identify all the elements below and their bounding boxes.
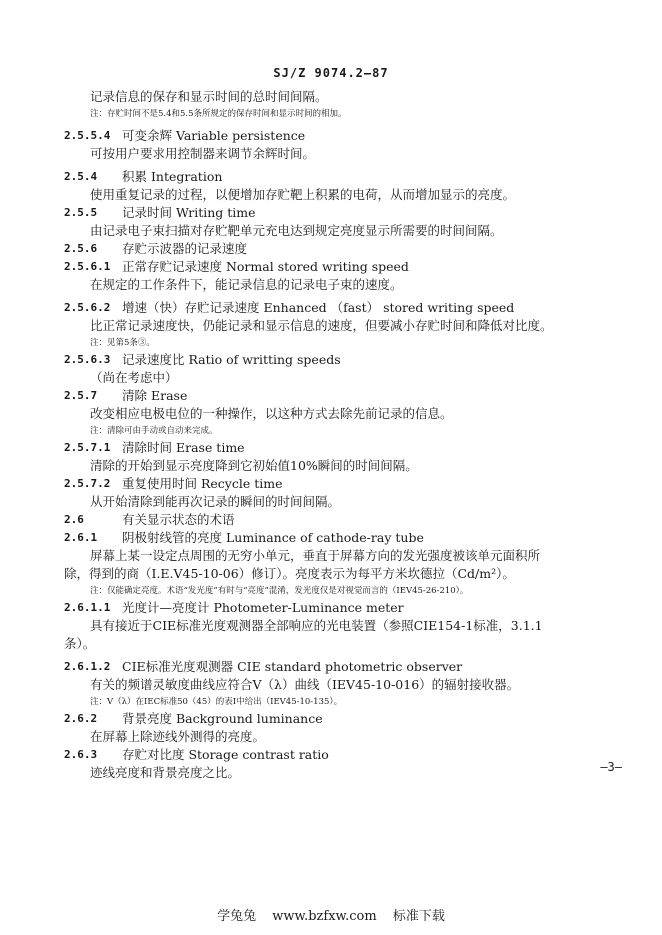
- section-heading: [64, 204, 624, 222]
- section-heading: [64, 439, 624, 457]
- section-title: 光度计—亮度计 Photometer-Luminance meter: [122, 600, 404, 615]
- section-title: 清除 Erase: [122, 388, 188, 403]
- site-footer: [0, 905, 662, 924]
- note-text: 注：见第5条③。: [90, 338, 155, 348]
- body-text: 条）。: [64, 636, 96, 651]
- section-heading: [64, 258, 624, 276]
- section-number: 2.6.1.1: [64, 601, 111, 614]
- body-text: （尚在考虑中）: [90, 370, 178, 385]
- body-text: 具有接近于CIE标准光度观测器全部响应的光电装置（参照CIE154-1标准，3.1.1: [90, 618, 543, 633]
- section-title: 正常存贮记录速度 Normal stored writing speed: [122, 259, 409, 274]
- section-title: 记录速度比 Ratio of writting speeds: [122, 352, 341, 367]
- section-number: 2.5.5.4: [64, 129, 111, 142]
- body-text: 记录信息的保存和显示时间的总时间间隔。: [90, 89, 328, 104]
- section-number: 2.6.3: [64, 748, 98, 761]
- body-text: 从开始清除到能再次记录的瞬间的时间间隔。: [90, 494, 341, 509]
- body-text: 有关的频谱灵敏度曲线应符合V（λ）曲线（IEV45-10-016）的辐射接收器。: [90, 677, 520, 692]
- section-number: 2.5.7.1: [64, 441, 111, 454]
- section-title: 存贮对比度 Storage contrast ratio: [122, 747, 329, 762]
- section-heading: [64, 127, 624, 145]
- footer-slogan: 标准下载: [392, 909, 445, 924]
- body-text: 改变相应电极电位的一种操作，以这种方式去除先前记录的信息。: [90, 406, 453, 421]
- section-heading: [64, 658, 624, 676]
- section-number: 2.6.1: [64, 531, 98, 544]
- body-text: 在屏幕上除迹线外测得的亮度。: [90, 729, 266, 744]
- section-heading: [64, 599, 624, 617]
- section-title: 背景亮度 Background luminance: [122, 711, 323, 726]
- section-heading: [64, 387, 624, 405]
- note-text: 注：清除可由手动或自动来完成。: [90, 426, 218, 436]
- body-text: 除，得到的商（I.E.V45-10-06）修订）。亮度表示为每平方米坎德拉（Cd/m²）。: [64, 566, 515, 581]
- section-title: 积累 Integration: [122, 169, 223, 184]
- section-number: 2.5.4: [64, 170, 98, 183]
- page-header: SJ/Z 9074.2—87: [273, 66, 389, 80]
- section-heading: [64, 299, 624, 317]
- footer-site-name: 学兔兔: [217, 909, 257, 924]
- section-heading: [64, 529, 624, 547]
- section-heading: [64, 351, 624, 369]
- body-text: 可按用户要求用控制器来调节余辉时间。: [90, 146, 316, 161]
- footer-url[interactable]: www.bzfxw.com: [272, 909, 377, 924]
- section-title: CIE标准光度观测器 CIE standard photometric observer: [122, 659, 463, 674]
- body-text: 屏幕上某一设定点周围的无穷小单元，垂直于屏幕方向的发光强度被该单元面积所: [90, 548, 541, 563]
- section-number: 2.5.6: [64, 242, 98, 255]
- section-title: 清除时间 Erase time: [122, 440, 245, 455]
- section-heading: [64, 240, 624, 258]
- section-title: 可变余辉 Variable persistence: [122, 128, 306, 143]
- body-text: 迹线亮度和背景亮度之比。: [90, 765, 241, 780]
- section-number: 2.5.6.1: [64, 260, 111, 273]
- section-number: 2.5.7: [64, 389, 98, 402]
- section-number: 2.5.6.3: [64, 353, 111, 366]
- section-number: 2.6: [64, 513, 84, 526]
- section-title: 增速（快）存贮记录速度 Enhanced （fast） stored writing speed: [122, 300, 515, 315]
- section-number: 2.5.6.2: [64, 301, 111, 314]
- body-text: 使用重复记录的过程，以便增加存贮靶上积累的电荷，从而增加显示的亮度。: [90, 187, 516, 202]
- section-title: 有关显示状态的术语: [122, 512, 235, 527]
- note-text: 注：仅能确定亮度。术语“发光度”有时与“亮度”混淆，发光度仅是对视觉而言的（IEV45-26-210）。: [90, 586, 469, 596]
- body-text: 由记录电子束扫描对存贮靶单元充电达到规定亮度显示所需要的时间间隔。: [90, 223, 503, 238]
- page-number: —3—: [600, 760, 622, 774]
- section-title: 记录时间 Writing time: [122, 205, 256, 220]
- section-heading: [64, 168, 624, 186]
- body-text: 在规定的工作条件下，能记录信息的记录电子束的速度。: [90, 277, 403, 292]
- section-title: 存贮示波器的记录速度: [122, 241, 248, 256]
- document-body: [64, 88, 624, 782]
- body-text: 清除的开始到显示亮度降到它初始值10%瞬间的时间间隔。: [90, 458, 418, 473]
- section-heading: [64, 746, 624, 764]
- section-number: 2.6.1.2: [64, 660, 111, 673]
- section-number: 2.5.5: [64, 206, 98, 219]
- section-title: 重复使用时间 Recycle time: [122, 476, 283, 491]
- section-number: 2.5.7.2: [64, 477, 111, 490]
- section-title: 阴极射线管的亮度 Luminance of cathode-ray tube: [122, 530, 424, 545]
- note-text: 注：V（λ）在IEC标准50（45）的表I中给出（IEV45-10-135）。: [90, 697, 343, 707]
- section-heading: [64, 475, 624, 493]
- section-number: 2.6.2: [64, 712, 98, 725]
- section-heading: [64, 511, 624, 529]
- body-text: 比正常记录速度快，仍能记录和显示信息的速度，但要减小存贮时间和降低对比度。: [90, 318, 553, 333]
- note-text: 注：存贮时间不是5.4和5.5条所规定的保存时间和显示时间的相加。: [90, 109, 347, 119]
- section-heading: [64, 710, 624, 728]
